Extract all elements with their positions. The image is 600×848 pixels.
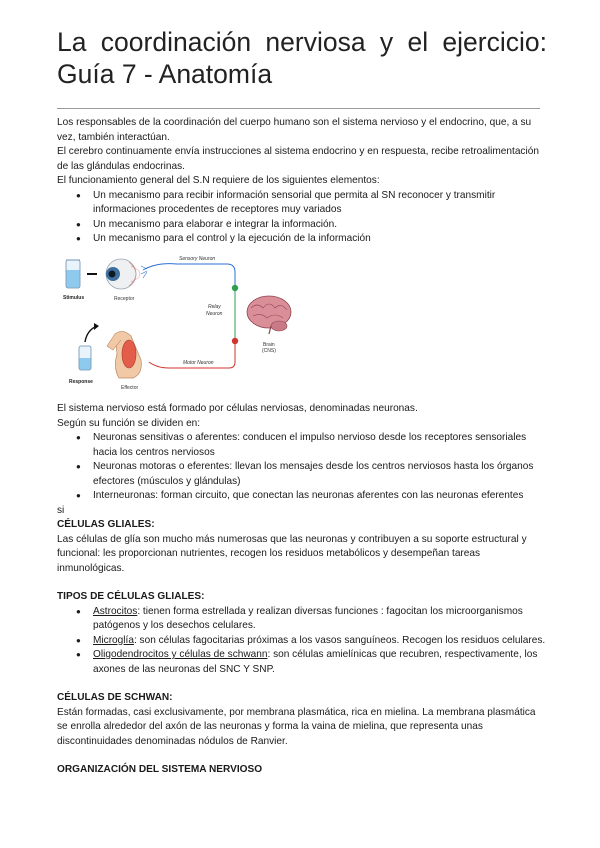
glial-heading: CÉLULAS GLIALES: (57, 519, 155, 530)
list-item: ● Neuronas sensitivas o aferentes: conducen el impulso nervioso desde los receptores sensoriales hacia los centros nerviosos (57, 431, 547, 460)
brain-label-1: Brain (263, 342, 275, 348)
stray-text: si (57, 504, 65, 516)
glial-types-list (57, 605, 547, 678)
relay-synapse-upper (232, 285, 238, 291)
stimulus-beaker-icon (66, 260, 80, 288)
list-item: ● Interneuronas: forman circuito, que conectan las neuronas aferentes con las neuronas eferentes (57, 489, 547, 504)
oligodendrocitos-term: Oligodendrocitos y células de schwann (93, 649, 268, 660)
title-line-2: Guía 7 - Anatomía (57, 59, 273, 89)
title-line-1: La coordinación nerviosa y el ejercicio: (57, 27, 547, 57)
neurons-paragraph-2: Según su función se dividen en: (57, 417, 201, 429)
intro-paragraph-2: El cerebro continuamente envía instrucciones al sistema endocrino y en respuesta, recibe retroalimentación de las glándulas endocrinas. (57, 146, 539, 172)
intro-section (57, 116, 547, 247)
microglia-desc: : son células fagocitarias próximas a los vasos sanguíneos. Recogen los residuos celulares. (133, 634, 546, 646)
title-divider (57, 108, 540, 109)
relay-synapse-lower (232, 338, 238, 344)
intro-bullet-list (57, 189, 547, 247)
microglia-term: Microglía (93, 634, 134, 646)
response-label: Response (69, 379, 93, 385)
neurons-section (57, 402, 547, 778)
schwann-paragraph: Están formadas, casi exclusivamente, por membrana plasmática, rica en mielina. La membrana plasmática se enrolla alrededor del axón de las neuronas y forma la vaina de mielina, que representa unas discontinuidades denominadas nódulos de Ranvier. (57, 706, 536, 747)
oligodendrocitos-desc: : son células amielínicas que recubren, respectivamente, los axones de las neuronas del SNC Y SNP. (93, 649, 538, 675)
spacer (57, 677, 547, 691)
list-item: ● Un mecanismo para elaborar e integrar la información. (57, 218, 547, 233)
brain-label-2: (CNS) (262, 348, 276, 354)
list-item (57, 634, 547, 649)
list-item (57, 605, 547, 634)
eye-receptor-icon (106, 259, 140, 289)
response-beaker-icon (79, 346, 91, 370)
glial-types-heading: TIPOS DE CÉLULAS GLIALES: (57, 591, 205, 602)
arm-effector-icon (107, 331, 141, 378)
spacer (57, 576, 547, 590)
sensory-neuron-dendrites (141, 266, 147, 278)
list-item: ● Un mecanismo para recibir información sensorial que permita al SN reconocer y transmitir informaciones procedentes de receptores muy variados (57, 189, 547, 218)
receptor-label: Receptor (114, 296, 135, 302)
list-item (57, 648, 547, 677)
spacer (57, 749, 547, 763)
relay-neuron-label-2: Neuron (206, 311, 223, 317)
schwann-heading: CÉLULAS DE SCHWAN: (57, 692, 173, 703)
astrocitos-term: Astrocitos (93, 605, 138, 617)
sensory-neuron-path (143, 264, 235, 286)
brain-icon (247, 296, 291, 334)
stimulus-label: Stimulus (63, 295, 85, 301)
neuron-types-list (57, 431, 547, 504)
effector-label: Effector (121, 385, 139, 391)
page-title (57, 26, 547, 90)
glial-paragraph: Las células de glía son mucho más numerosas que las neuronas y contribuyen a su soporte estructural y funcional: les proporcionan nutrientes, recogen los residuos metabólicos y desempeñan tareas inmunológicas. (57, 533, 527, 574)
motor-neuron-label: Motor Neuron (183, 360, 214, 366)
organization-heading: ORGANIZACIÓN DEL SISTEMA NERVIOSO (57, 764, 263, 775)
reflex-arc-diagram (57, 250, 297, 394)
intro-paragraph-1: Los responsables de la coordinación del cuerpo humano son el sistema nervioso y el endocrino, que, a su vez, también interactúan. (57, 117, 532, 143)
list-item: ● Neuronas motoras o eferentes: llevan los mensajes desde los centros nerviosos hasta los órganos efectores (músculos y glándulas) (57, 460, 547, 489)
sensory-neuron-label: Sensory Neuron (179, 256, 216, 262)
response-arrow-head (94, 323, 99, 330)
intro-paragraph-3: El funcionamiento general del S.N requiere de los siguientes elementos: (57, 175, 380, 186)
relay-neuron-label-1: Relay (208, 304, 221, 310)
neurons-paragraph-1: El sistema nervioso está formado por células nerviosas, denominadas neuronas. (57, 403, 418, 414)
astrocitos-desc: : tienen forma estrellada y realizan diversas funciones : fagocitan los microorganismos patógenos y los desechos celulares. (93, 605, 523, 631)
list-item: ● Un mecanismo para el control y la ejecución de la información (57, 232, 547, 247)
